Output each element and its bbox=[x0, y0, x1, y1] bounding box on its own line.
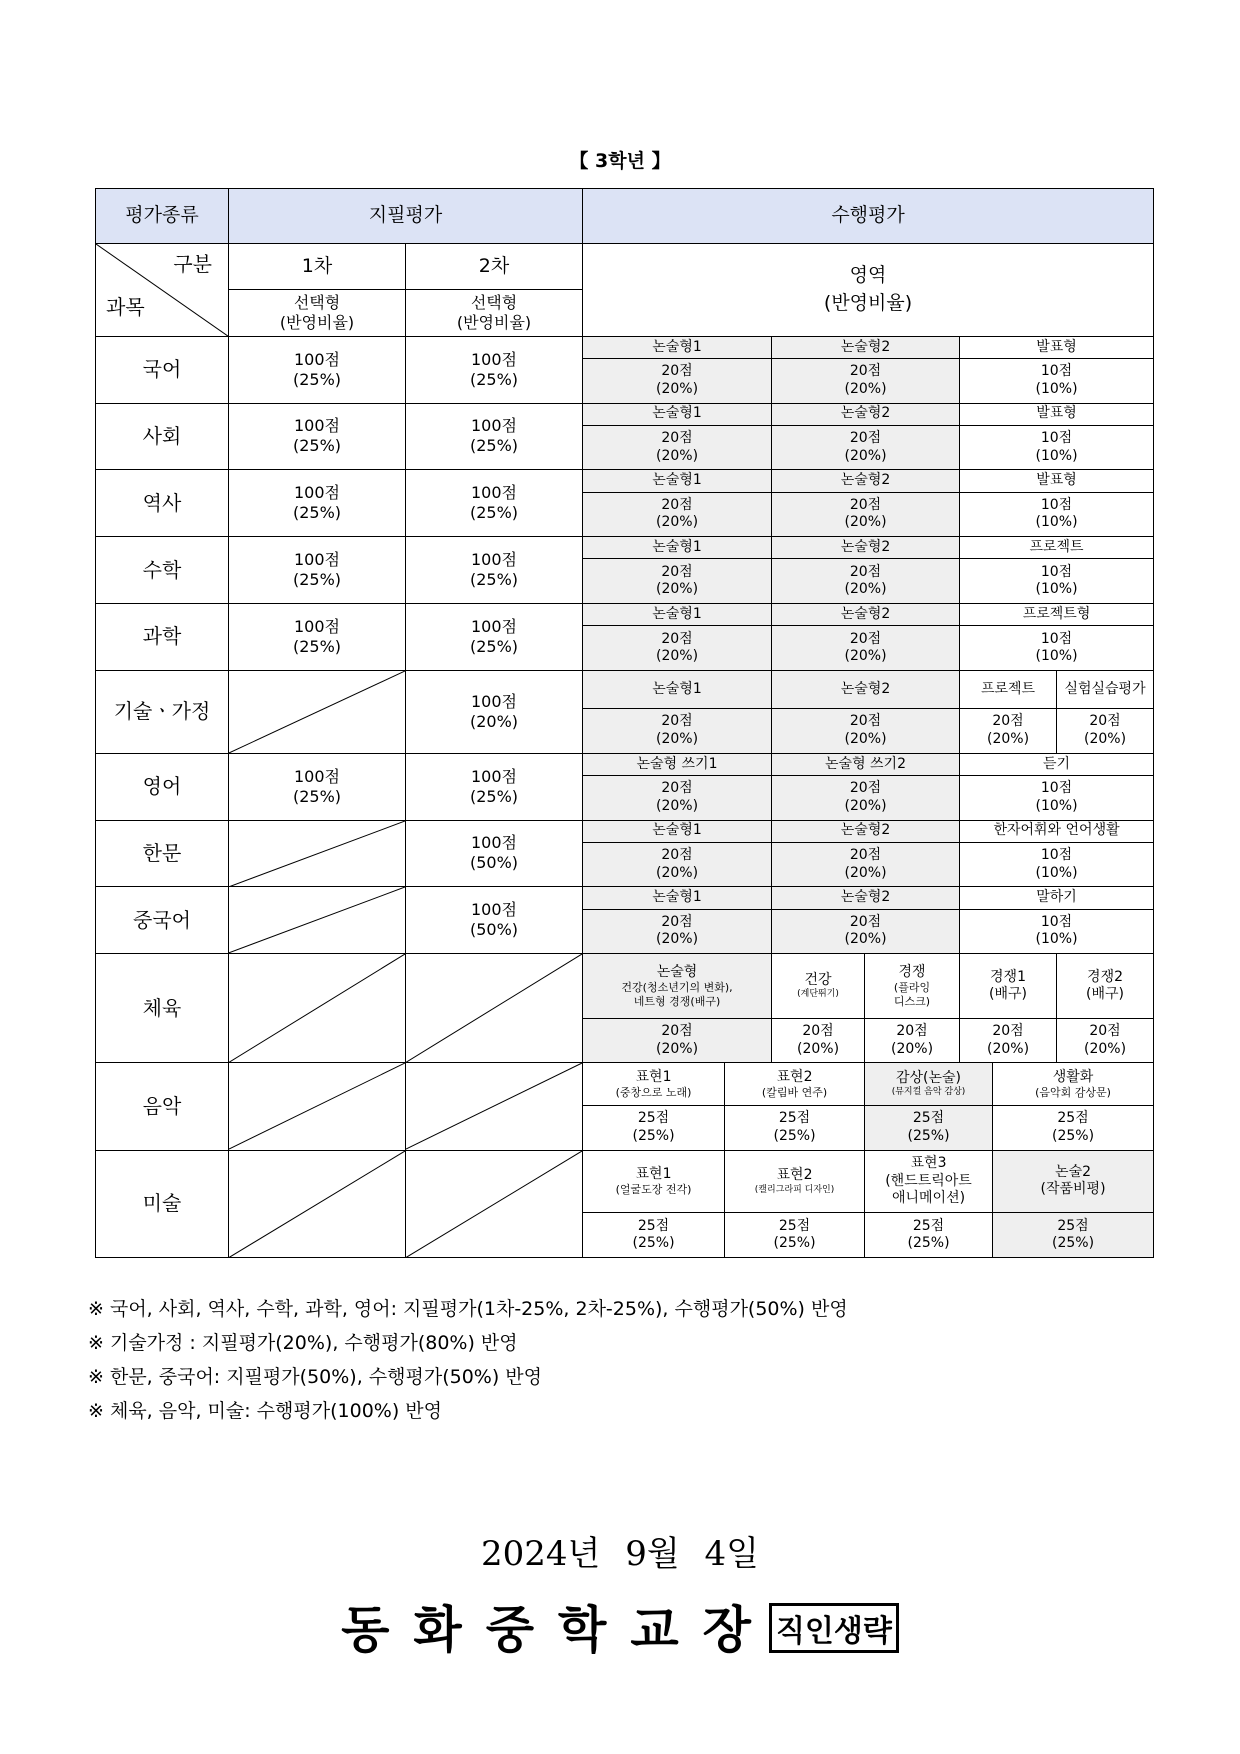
perf-item-name: 한자어휘와 언어생활 bbox=[960, 820, 1154, 842]
table-row-tech bbox=[96, 670, 1154, 708]
perf-item-score: 20점 (20%) bbox=[772, 492, 960, 537]
written-second-chinese: 100점 (50%) bbox=[406, 887, 583, 954]
empty-diagonal-cell bbox=[229, 954, 406, 1063]
perf-item-name: 논술형1 bbox=[583, 887, 772, 909]
perf-item-score: 20점 (20%) bbox=[772, 359, 960, 404]
written-second-korean: 100점 (25%) bbox=[406, 336, 583, 403]
corner-subject-label: 과목 bbox=[106, 294, 145, 319]
empty-diagonal-cell bbox=[229, 1063, 406, 1150]
perf-item-score: 25점 (25%) bbox=[865, 1213, 993, 1258]
perf-item-score: 10점 (10%) bbox=[960, 776, 1154, 821]
empty-diagonal-cell bbox=[406, 954, 583, 1063]
perf-item-name: 발표형 bbox=[960, 470, 1154, 492]
subject-chinese: 중국어 bbox=[96, 887, 229, 954]
perf-item-name: 듣기 bbox=[960, 753, 1154, 775]
perf-item-name: 논술형1 bbox=[583, 403, 772, 425]
empty-diagonal-cell bbox=[229, 670, 406, 753]
perf-item-name: 논술형2 bbox=[772, 820, 960, 842]
perf-item-score: 20점 (20%) bbox=[583, 909, 772, 954]
empty-diagonal-cell bbox=[406, 1150, 583, 1258]
perf-item-name: 경쟁 (플라잉 디스크) bbox=[865, 954, 960, 1019]
perf-item-score: 20점 (20%) bbox=[583, 559, 772, 604]
perf-item-name: 표현2 (칼림바 연주) bbox=[725, 1063, 865, 1106]
performance-header: 수행평가 bbox=[583, 189, 1154, 244]
written-second-history: 100점 (25%) bbox=[406, 470, 583, 537]
empty-diagonal-cell bbox=[229, 887, 406, 954]
perf-item-score: 25점 (25%) bbox=[993, 1213, 1154, 1258]
perf-item-name: 경쟁2 (배구) bbox=[1057, 954, 1154, 1019]
subject-english: 영어 bbox=[96, 753, 229, 820]
subheader-row-1 bbox=[96, 243, 1154, 290]
area-header bbox=[583, 243, 1154, 336]
perf-item-name: 논술형1 bbox=[583, 820, 772, 842]
principal-name: 동화중학교장 bbox=[341, 1601, 775, 1659]
perf-item-score: 20점 (20%) bbox=[772, 842, 960, 887]
perf-item-score: 20점 (20%) bbox=[772, 909, 960, 954]
written-second-social: 100점 (25%) bbox=[406, 403, 583, 470]
perf-item-score: 25점 (25%) bbox=[993, 1105, 1154, 1150]
written-header: 지필평가 bbox=[229, 189, 583, 244]
section-title: 【 3학년 】 bbox=[569, 150, 671, 172]
written-first-math: 100점 (25%) bbox=[229, 537, 406, 604]
header-row bbox=[96, 189, 1154, 244]
area-label: 영역 bbox=[849, 263, 887, 286]
seal-omitted-stamp: 직인생략 bbox=[769, 1603, 899, 1653]
written-second-hanmun: 100점 (50%) bbox=[406, 820, 583, 887]
perf-item-score: 25점 (25%) bbox=[865, 1105, 993, 1150]
perf-item-score: 25점 (25%) bbox=[583, 1105, 725, 1150]
perf-item-name: 말하기 bbox=[960, 887, 1154, 909]
perf-item-name: 논술형2 bbox=[772, 537, 960, 559]
subject-music: 음악 bbox=[96, 1063, 229, 1150]
perf-item-name: 논술형2 bbox=[772, 603, 960, 625]
written-second-english: 100점 (25%) bbox=[406, 753, 583, 820]
perf-item-name: 논술형2 bbox=[772, 336, 960, 358]
perf-item-name: 논술형1 bbox=[583, 470, 772, 492]
eval-type-header: 평가종류 bbox=[96, 189, 229, 244]
perf-item-score: 10점 (10%) bbox=[960, 909, 1154, 954]
perf-item-score: 20점 (20%) bbox=[1057, 709, 1154, 754]
corner-cell bbox=[96, 243, 229, 336]
written-first-korean: 100점 (25%) bbox=[229, 336, 406, 403]
corner-division-label: 구분 bbox=[173, 251, 212, 276]
perf-item-score: 20점 (20%) bbox=[1057, 1018, 1154, 1063]
note-line: ※ 기술가정 : 지필평가(20%), 수행평가(80%) 반영 bbox=[88, 1332, 518, 1354]
perf-item-name: 표현3 (핸드트릭아트 애니메이션) bbox=[865, 1150, 993, 1213]
subject-korean: 국어 bbox=[96, 336, 229, 403]
perf-item-score: 20점 (20%) bbox=[772, 626, 960, 671]
perf-item-score: 20점 (20%) bbox=[583, 842, 772, 887]
perf-item-name: 프로젝트 bbox=[960, 670, 1057, 708]
perf-item-score: 20점 (20%) bbox=[865, 1018, 960, 1063]
perf-item-name: 논술형1 bbox=[583, 336, 772, 358]
perf-item-name: 논술형 쓰기1 bbox=[583, 753, 772, 775]
subject-science: 과학 bbox=[96, 603, 229, 670]
perf-item-name: 논술형1 bbox=[583, 670, 772, 708]
area-ratio-label: (반영비율) bbox=[823, 291, 913, 314]
perf-item-name: 건강 (계단뛰기) bbox=[772, 954, 865, 1019]
table-row-english bbox=[96, 753, 1154, 775]
perf-item-name: 논술형2 bbox=[772, 887, 960, 909]
written-second-tech: 100점 (20%) bbox=[406, 670, 583, 753]
subject-history: 역사 bbox=[96, 470, 229, 537]
perf-item-score: 25점 (25%) bbox=[725, 1105, 865, 1150]
perf-item-name: 논술형2 bbox=[772, 470, 960, 492]
written-first-science: 100점 (25%) bbox=[229, 603, 406, 670]
perf-item-score: 10점 (10%) bbox=[960, 559, 1154, 604]
subject-hanmun: 한문 bbox=[96, 820, 229, 887]
subject-social: 사회 bbox=[96, 403, 229, 470]
table-row-korean bbox=[96, 336, 1154, 358]
perf-item-score: 10점 (10%) bbox=[960, 359, 1154, 404]
perf-item-name: 표현1 (얼굴도장 전각) bbox=[583, 1150, 725, 1213]
perf-item-score: 20점 (20%) bbox=[583, 709, 772, 754]
perf-item-score: 20점 (20%) bbox=[772, 709, 960, 754]
second-exam-header: 2차 bbox=[406, 243, 583, 290]
perf-item-name: 생활화 (음악회 감상문) bbox=[993, 1063, 1154, 1106]
written-first-history: 100점 (25%) bbox=[229, 470, 406, 537]
principal-signature-line bbox=[0, 1590, 1240, 1662]
perf-item-name: 논술형2 bbox=[772, 670, 960, 708]
perf-item-name: 논술형1 bbox=[583, 537, 772, 559]
notes bbox=[88, 1292, 848, 1428]
document-date: 2024년 9월 4일 bbox=[481, 1534, 759, 1574]
table-row-chinese bbox=[96, 887, 1154, 909]
subject-art: 미술 bbox=[96, 1150, 229, 1258]
written-second-science: 100점 (25%) bbox=[406, 603, 583, 670]
perf-item-score: 20점 (20%) bbox=[583, 626, 772, 671]
note-line: ※ 국어, 사회, 역사, 수학, 과학, 영어: 지필평가(1차-25%, 2차-25%), 수행평가(50%) 반영 bbox=[88, 1298, 848, 1320]
subject-tech: 기술ㆍ가정 bbox=[96, 670, 229, 753]
subject-pe: 체육 bbox=[96, 954, 229, 1063]
written-first-english: 100점 (25%) bbox=[229, 753, 406, 820]
first-exam-header: 1차 bbox=[229, 243, 406, 290]
perf-item-name: 프로젝트형 bbox=[960, 603, 1154, 625]
perf-item-name: 표현1 (중창으로 노래) bbox=[583, 1063, 725, 1106]
subject-math: 수학 bbox=[96, 537, 229, 604]
perf-item-score: 20점 (20%) bbox=[583, 425, 772, 470]
table-row-music bbox=[96, 1063, 1154, 1106]
perf-item-score: 20점 (20%) bbox=[960, 1018, 1057, 1063]
table-row-art bbox=[96, 1150, 1154, 1213]
perf-item-name: 논술형 건강(청소년기의 변화), 네트형 경쟁(배구) bbox=[583, 954, 772, 1019]
perf-item-score: 25점 (25%) bbox=[583, 1213, 725, 1258]
note-line: ※ 한문, 중국어: 지필평가(50%), 수행평가(50%) 반영 bbox=[88, 1366, 543, 1388]
table-row-math bbox=[96, 537, 1154, 559]
perf-item-name: 발표형 bbox=[960, 403, 1154, 425]
table-row-science bbox=[96, 603, 1154, 625]
perf-item-name: 표현2 (캘리그라피 디자인) bbox=[725, 1150, 865, 1213]
written-first-social: 100점 (25%) bbox=[229, 403, 406, 470]
perf-item-score: 20점 (20%) bbox=[772, 1018, 865, 1063]
perf-item-name: 경쟁1 (배구) bbox=[960, 954, 1057, 1019]
perf-item-score: 10점 (10%) bbox=[960, 626, 1154, 671]
written-second-math: 100점 (25%) bbox=[406, 537, 583, 604]
perf-item-name: 논술형2 bbox=[772, 403, 960, 425]
perf-item-name: 논술형 쓰기2 bbox=[772, 753, 960, 775]
table-row-social bbox=[96, 403, 1154, 425]
perf-item-score: 25점 (25%) bbox=[725, 1213, 865, 1258]
perf-item-score: 20점 (20%) bbox=[772, 425, 960, 470]
perf-item-score: 20점 (20%) bbox=[583, 492, 772, 537]
perf-item-score: 10점 (10%) bbox=[960, 842, 1154, 887]
perf-item-score: 20점 (20%) bbox=[583, 776, 772, 821]
note-line: ※ 체육, 음악, 미술: 수행평가(100%) 반영 bbox=[88, 1400, 442, 1422]
first-select-type: 선택형 (반영비율) bbox=[229, 290, 406, 337]
perf-item-score: 20점 (20%) bbox=[772, 776, 960, 821]
perf-item-score: 20점 (20%) bbox=[583, 359, 772, 404]
perf-item-score: 10점 (10%) bbox=[960, 492, 1154, 537]
perf-item-score: 20점 (20%) bbox=[960, 709, 1057, 754]
perf-item-name: 논술형1 bbox=[583, 603, 772, 625]
perf-item-score: 20점 (20%) bbox=[583, 1018, 772, 1063]
perf-item-name: 논술2 (작품비평) bbox=[993, 1150, 1154, 1213]
table-row-hanmun bbox=[96, 820, 1154, 842]
table-row-pe bbox=[96, 954, 1154, 1019]
second-select-type: 선택형 (반영비율) bbox=[406, 290, 583, 337]
evaluation-table bbox=[95, 188, 1154, 1258]
empty-diagonal-cell bbox=[229, 1150, 406, 1258]
perf-item-name: 발표형 bbox=[960, 336, 1154, 358]
perf-item-name: 프로젝트 bbox=[960, 537, 1154, 559]
empty-diagonal-cell bbox=[406, 1063, 583, 1150]
perf-item-name: 실험실습평가 bbox=[1057, 670, 1154, 708]
table-row-history bbox=[96, 470, 1154, 492]
perf-item-score: 10점 (10%) bbox=[960, 425, 1154, 470]
perf-item-name: 감상(논술) (뮤지컬 음악 감상) bbox=[865, 1063, 993, 1106]
empty-diagonal-cell bbox=[229, 820, 406, 887]
perf-item-score: 20점 (20%) bbox=[772, 559, 960, 604]
